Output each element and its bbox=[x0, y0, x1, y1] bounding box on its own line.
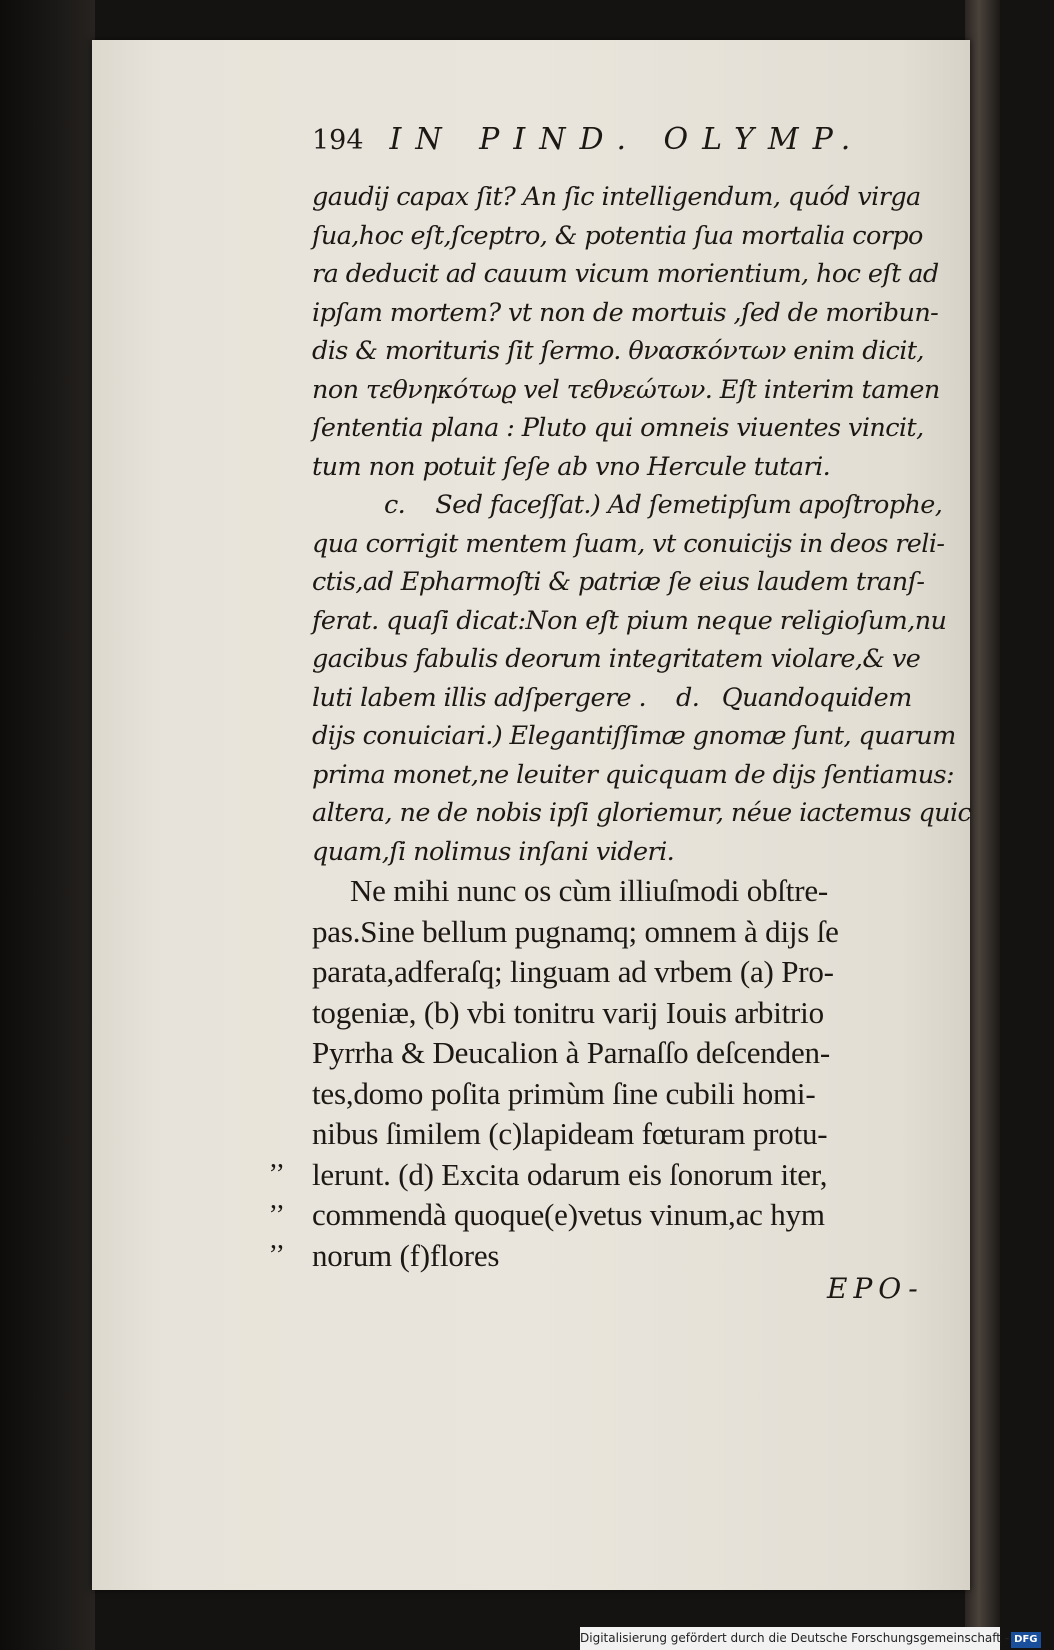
text-line: parata,adferaſq; linguam ad vrbem (a) Pro- bbox=[312, 954, 834, 989]
text-line: ctis,ad Epharmoſti & patriæ ſe eius laudem tranſ- bbox=[312, 567, 925, 597]
text-line: quam,ſi nolimus inſani videri. bbox=[312, 836, 675, 867]
book-gutter-shadow bbox=[0, 0, 95, 1650]
digitization-credit bbox=[580, 1627, 1038, 1650]
quotation-mark: ,, bbox=[270, 1143, 284, 1174]
text-line: togeniæ, (b) vbi tonitru varij Iouis arbitrio bbox=[312, 994, 824, 1030]
text-line: nibus ſimilem (c)lapideam fœturam protu- bbox=[312, 1116, 828, 1151]
text-line: ra deducit ad cauum vicum morientium, hoc eſt ad bbox=[312, 259, 939, 289]
text-line: altera, ne de nobis ipſi gloriemur, néue iactemus quic bbox=[312, 798, 972, 828]
text-line: Pyrrha & Deucalion à Parnaſſo deſcenden- bbox=[312, 1035, 830, 1070]
running-title: IN PIND. OLYMP. bbox=[389, 122, 865, 157]
page-number: 194 bbox=[312, 125, 364, 156]
text-line: gacibus fabulis deorum integritatem violare,& ve bbox=[312, 644, 921, 674]
text-line: tum non potuit ſeſe ab vno Hercule tutari. bbox=[312, 451, 831, 482]
quotation-mark: ,, bbox=[270, 1184, 284, 1215]
translation-paragraph bbox=[312, 871, 1054, 1276]
text-line: commendà quoque(e)vetus vinum,ac hym bbox=[312, 1197, 825, 1232]
catchword: EPO- bbox=[827, 1272, 924, 1305]
text-line: tes,domo poſita primùm ſine cubili homi- bbox=[312, 1075, 816, 1111]
page-text bbox=[312, 122, 1054, 1276]
text-line: Ne mihi nunc os cùm illiuſmodi obſtre- bbox=[350, 873, 829, 908]
text-line: lerunt. (d) Excita odarum eis ſonorum iter, bbox=[312, 1156, 828, 1192]
text-line: c. Sed faceſſat.) Ad ſemetipſum apoſtrophe, bbox=[384, 490, 943, 520]
commentary-note-c bbox=[312, 486, 1054, 871]
text-line: ipſam mortem? vt non de mortuis ,ſed de moribun- bbox=[312, 297, 939, 328]
text-line: dijs conuiciari.) Elegantiſſimæ gnomæ ſunt, quarum bbox=[312, 721, 956, 751]
text-line: norum (f)flores bbox=[312, 1237, 500, 1273]
text-line: ferat. quaſi dicat:Non eſt pium neque religioſum,nu bbox=[312, 605, 947, 636]
credit-text: Digitalisierung gefördert durch die Deutsche Forschungsgemeinschaft - bbox=[580, 1631, 1010, 1645]
text-line: qua corrigit mentem ſuam, vt conuicijs in deos reli- bbox=[312, 528, 945, 559]
text-line: luti labem illis adſpergere . d. Quandoquidem bbox=[312, 682, 912, 713]
text-line: ſua,hoc eſt,ſceptro, & potentia ſua mortalia corpo bbox=[312, 220, 923, 251]
dfg-logo: DFG bbox=[1011, 1632, 1040, 1648]
text-line: non τεθνηκότωϱ vel τεθνεώτων. Eſt interim tamen bbox=[312, 374, 940, 405]
running-header bbox=[312, 122, 1054, 178]
text-line: pas.Sine bellum pugnamq; omnem à dijs ſe bbox=[312, 913, 839, 949]
quotation-mark: ,, bbox=[270, 1224, 284, 1255]
commentary-paragraph bbox=[312, 178, 1054, 486]
text-line: prima monet,ne leuiter quicquam de dijs ſentiamus: bbox=[312, 759, 954, 790]
text-line: gaudij capax ſit? An ſic intelligendum, quód virga bbox=[312, 182, 921, 212]
book-page bbox=[92, 40, 970, 1590]
text-line: dis & morituris ſit ſermo. θνασκόντων enim dicit, bbox=[312, 336, 924, 366]
text-line: ſententia plana : Pluto qui omneis viuentes vincit, bbox=[312, 413, 924, 443]
